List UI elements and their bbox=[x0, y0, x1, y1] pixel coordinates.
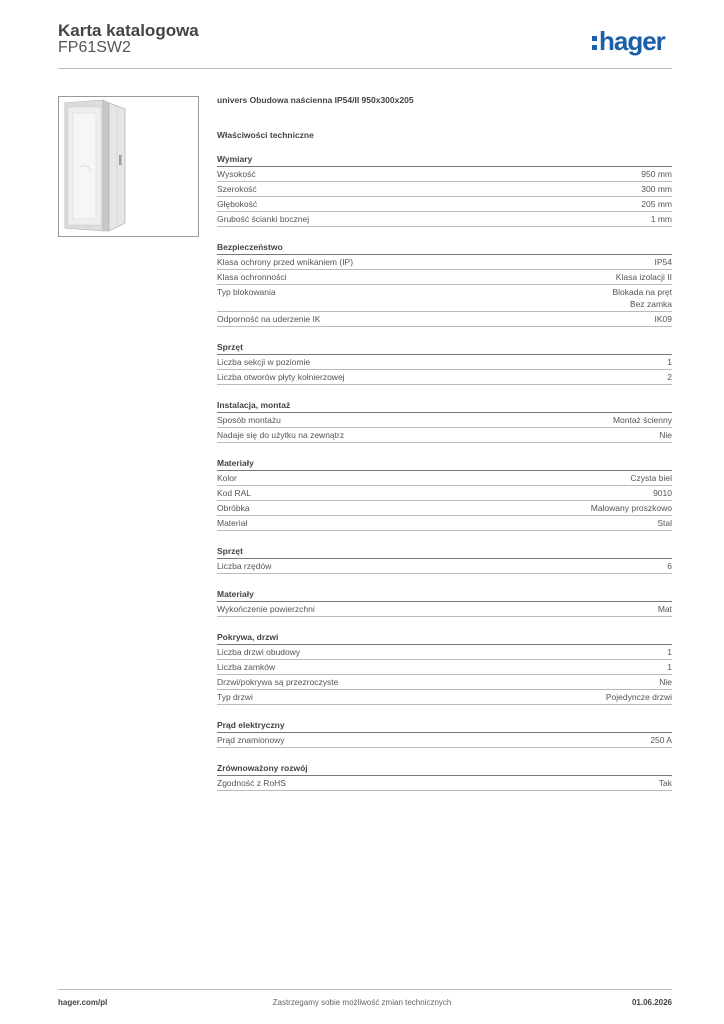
spec-row bbox=[217, 471, 672, 486]
section-title: Materiały bbox=[217, 589, 672, 602]
spec-row bbox=[217, 270, 672, 285]
spec-row bbox=[217, 733, 672, 748]
section-title: Sprzęt bbox=[217, 342, 672, 355]
spec-section bbox=[217, 546, 672, 574]
spec-value bbox=[641, 168, 672, 180]
spec-value-line: Bez zamka bbox=[629, 299, 672, 309]
spec-label: Liczba drzwi obudowy bbox=[217, 647, 301, 657]
spec-section bbox=[217, 632, 672, 705]
spec-value-line: 250 A bbox=[650, 735, 672, 745]
spec-label: Odporność na uderzenie IK bbox=[217, 314, 321, 324]
spec-section bbox=[217, 763, 672, 791]
spec-value bbox=[657, 517, 672, 529]
spec-row bbox=[217, 690, 672, 705]
spec-row bbox=[217, 428, 672, 443]
spec-section bbox=[217, 242, 672, 327]
spec-label: Typ blokowania bbox=[217, 287, 276, 297]
spec-section bbox=[217, 458, 672, 531]
spec-value-line: Nie bbox=[659, 677, 672, 687]
spec-label: Liczba otworów płyty kołnierzowej bbox=[217, 372, 345, 382]
properties-title: Właściwości techniczne bbox=[217, 130, 314, 140]
spec-value bbox=[641, 183, 672, 195]
spec-value bbox=[658, 603, 672, 615]
spec-value bbox=[616, 271, 672, 283]
spec-row bbox=[217, 559, 672, 574]
spec-value bbox=[641, 198, 672, 210]
footer-website: hager.com/pl bbox=[58, 998, 108, 1007]
spec-row bbox=[217, 167, 672, 182]
spec-row bbox=[217, 182, 672, 197]
spec-label: Sposób montażu bbox=[217, 415, 281, 425]
spec-sections bbox=[217, 154, 672, 791]
spec-value-line: 1 bbox=[667, 662, 672, 672]
spec-label: Typ drzwi bbox=[217, 692, 253, 702]
footer-divider bbox=[58, 989, 672, 990]
spec-row bbox=[217, 355, 672, 370]
spec-label: Kolor bbox=[217, 473, 237, 483]
section-title: Materiały bbox=[217, 458, 672, 471]
spec-value-line: IP54 bbox=[654, 257, 672, 267]
product-code: FP61SW2 bbox=[58, 39, 131, 56]
spec-label: Liczba zamków bbox=[217, 662, 276, 672]
product-details bbox=[217, 95, 672, 791]
spec-section bbox=[217, 342, 672, 385]
spec-value-line: 1 mm bbox=[650, 214, 672, 224]
spec-row bbox=[217, 645, 672, 660]
spec-value-line: Nie bbox=[659, 430, 672, 440]
spec-value bbox=[651, 213, 672, 225]
spec-value bbox=[667, 356, 672, 368]
spec-row bbox=[217, 660, 672, 675]
spec-value bbox=[612, 286, 672, 310]
product-image bbox=[58, 96, 199, 237]
section-title: Bezpieczeństwo bbox=[217, 242, 672, 255]
spec-value bbox=[659, 777, 672, 789]
spec-value bbox=[653, 487, 672, 499]
footer-date: 01.06.2026 bbox=[631, 998, 672, 1007]
spec-row bbox=[217, 255, 672, 270]
section-title: Zrównoważony rozwój bbox=[217, 763, 672, 776]
spec-value-line: 1 bbox=[667, 357, 672, 367]
section-title: Wymiary bbox=[217, 154, 672, 167]
spec-label: Grubość ścianki bocznej bbox=[217, 214, 310, 224]
spec-value-line: Montaż ścienny bbox=[612, 415, 672, 425]
spec-label: Klasa ochrony przed wnikaniem (IP) bbox=[217, 257, 354, 267]
spec-value bbox=[667, 646, 672, 658]
spec-value-line: IK09 bbox=[654, 314, 672, 324]
spec-label: Wysokość bbox=[217, 169, 256, 179]
spec-label: Liczba rzędów bbox=[217, 561, 272, 571]
logo-text: hager bbox=[599, 26, 665, 56]
spec-label: Drzwi/pokrywa są przezroczyste bbox=[217, 677, 339, 687]
spec-value bbox=[655, 313, 673, 325]
spec-value bbox=[667, 661, 672, 673]
spec-section bbox=[217, 589, 672, 617]
spec-section bbox=[217, 720, 672, 748]
spec-value-line: 205 mm bbox=[641, 199, 672, 209]
spec-row bbox=[217, 486, 672, 501]
spec-value bbox=[655, 256, 673, 268]
spec-value bbox=[630, 472, 672, 484]
spec-row bbox=[217, 516, 672, 531]
spec-value-line: Czysta biel bbox=[630, 473, 672, 483]
spec-label: Nadaje się do użytku na zewnątrz bbox=[217, 430, 345, 440]
spec-row bbox=[217, 776, 672, 791]
spec-label: Szerokość bbox=[217, 184, 257, 194]
spec-value bbox=[591, 502, 672, 514]
spec-label: Prąd znamionowy bbox=[217, 735, 285, 745]
section-title: Instalacja, montaż bbox=[217, 400, 672, 413]
spec-value-line: 6 bbox=[667, 561, 672, 571]
spec-label: Kod RAL bbox=[217, 488, 252, 498]
spec-section bbox=[217, 154, 672, 227]
section-title: Sprzęt bbox=[217, 546, 672, 559]
spec-row bbox=[217, 312, 672, 327]
spec-row bbox=[217, 602, 672, 617]
spec-row bbox=[217, 501, 672, 516]
spec-value bbox=[659, 676, 672, 688]
product-title: univers Obudowa naścienna IP54/II 950x300x205 bbox=[217, 95, 414, 105]
spec-value-line: Malowany proszkowo bbox=[590, 503, 672, 513]
spec-value-line: 950 mm bbox=[641, 169, 672, 179]
spec-value bbox=[667, 560, 672, 572]
spec-label: Materiał bbox=[217, 518, 248, 528]
spec-value bbox=[613, 414, 672, 426]
spec-label: Obróbka bbox=[217, 503, 250, 513]
footer-note: Zastrzegamy sobie możliwość zmian technicznych bbox=[272, 998, 452, 1007]
spec-row bbox=[217, 197, 672, 212]
spec-value-line: Klasa izolacji II bbox=[615, 272, 672, 282]
spec-value-line: Pojedyncze drzwi bbox=[605, 692, 672, 702]
header-divider bbox=[58, 68, 672, 69]
spec-value bbox=[650, 734, 672, 746]
spec-value bbox=[667, 371, 672, 383]
section-title: Prąd elektryczny bbox=[217, 720, 672, 733]
spec-label: Głębokość bbox=[217, 199, 258, 209]
spec-row bbox=[217, 370, 672, 385]
spec-value-line: 1 bbox=[667, 647, 672, 657]
spec-value-line: 9010 bbox=[653, 488, 672, 498]
spec-label: Wykończenie powierzchni bbox=[217, 604, 315, 614]
spec-value-line: 2 bbox=[667, 372, 672, 382]
hager-logo bbox=[592, 26, 665, 57]
spec-value-line: Tak bbox=[658, 778, 672, 788]
spec-row bbox=[217, 675, 672, 690]
spec-value-line: Stal bbox=[657, 518, 672, 528]
spec-label: Klasa ochronności bbox=[217, 272, 287, 282]
enclosure-illustration bbox=[59, 97, 198, 236]
spec-label: Zgodność z RoHS bbox=[217, 778, 286, 788]
spec-value bbox=[606, 691, 672, 703]
spec-value-line: Blokada na pręt bbox=[612, 287, 672, 297]
logo-dots-icon bbox=[592, 36, 597, 50]
spec-label: Liczba sekcji w poziomie bbox=[217, 357, 311, 367]
page-title: Karta katalogowa bbox=[58, 21, 199, 40]
spec-row bbox=[217, 212, 672, 227]
spec-value-line: 300 mm bbox=[641, 184, 672, 194]
section-title: Pokrywa, drzwi bbox=[217, 632, 672, 645]
spec-value-line: Mat bbox=[657, 604, 672, 614]
spec-row bbox=[217, 285, 672, 312]
spec-section bbox=[217, 400, 672, 443]
spec-row bbox=[217, 413, 672, 428]
spec-value bbox=[659, 429, 672, 441]
